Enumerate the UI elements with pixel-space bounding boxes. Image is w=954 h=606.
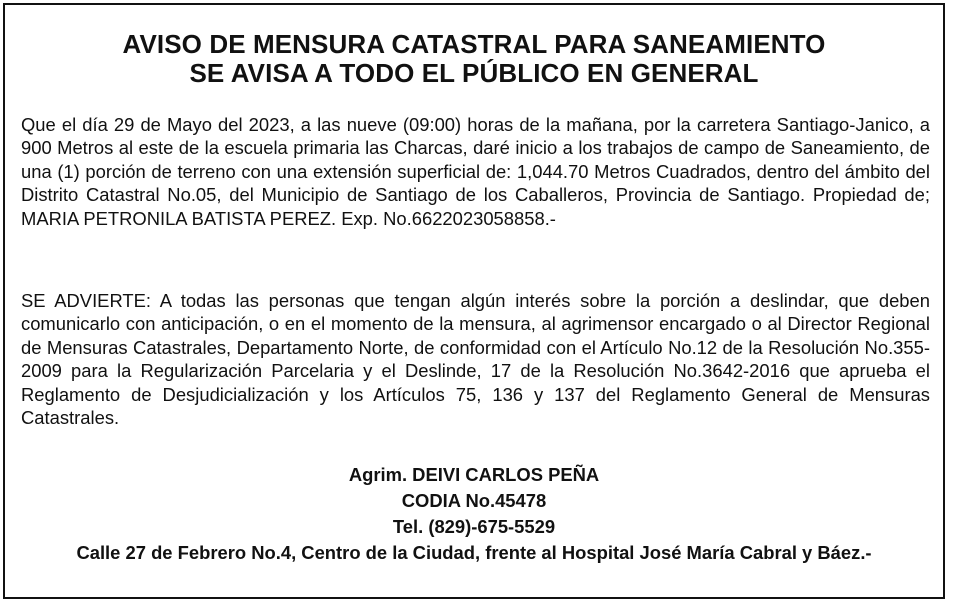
notice-paragraph-warning: SE ADVIERTE: A todas las personas que tengan algún interés sobre la porción a deslindar, que deben comunicarlo con anticipación, o en el momento de la mensura, al agrimensor encargado o al Director Regional de Mensuras Catastrales, Departamento Norte, de conformidad con el Artículo No.12 de la Resolución No.355-2009 para la Regularización Parcelaria y el Deslinde, 17 de la Resolución No.3642-2016 que aprueba el Reglamento de Desjudicialización y los Artículos 75, 136 y 137 del Reglamento General de Mensuras Catastrales. (21, 290, 930, 429)
office-address: Calle 27 de Febrero No.4, Centro de la Ciudad, frente al Hospital José María Cabral y Báez.- (76, 542, 872, 563)
notice-paragraph-survey: Que el día 29 de Mayo del 2023, a las nueve (09:00) horas de la mañana, por la carretera Santiago-Janico, a 900 Metros al este de la escuela primaria las Charcas, daré inicio a los trabajos de campo de Saneamiento, de una (1) porción de terreno con una extensión superficial de: 1,044.70 Metros Cuadrados, dentro del ámbito del Distrito Catastral No.05, del Municipio de Santiago de los Caballeros, Provincia de Santiago. Propiedad de; MARIA PETRONILA BATISTA PEREZ. Exp. No.6622023058858.- (21, 114, 930, 229)
phone-number: Tel. (829)-675-5529 (392, 516, 556, 537)
notice-box (3, 3, 945, 599)
notice-subtitle: SE AVISA A TODO EL PÚBLICO EN GENERAL (189, 58, 759, 88)
notice-title: AVISO DE MENSURA CATASTRAL PARA SANEAMIENTO (122, 29, 826, 59)
surveyor-name: Agrim. DEIVI CARLOS PEÑA (348, 464, 600, 485)
codia-number: CODIA No.45478 (401, 490, 547, 511)
